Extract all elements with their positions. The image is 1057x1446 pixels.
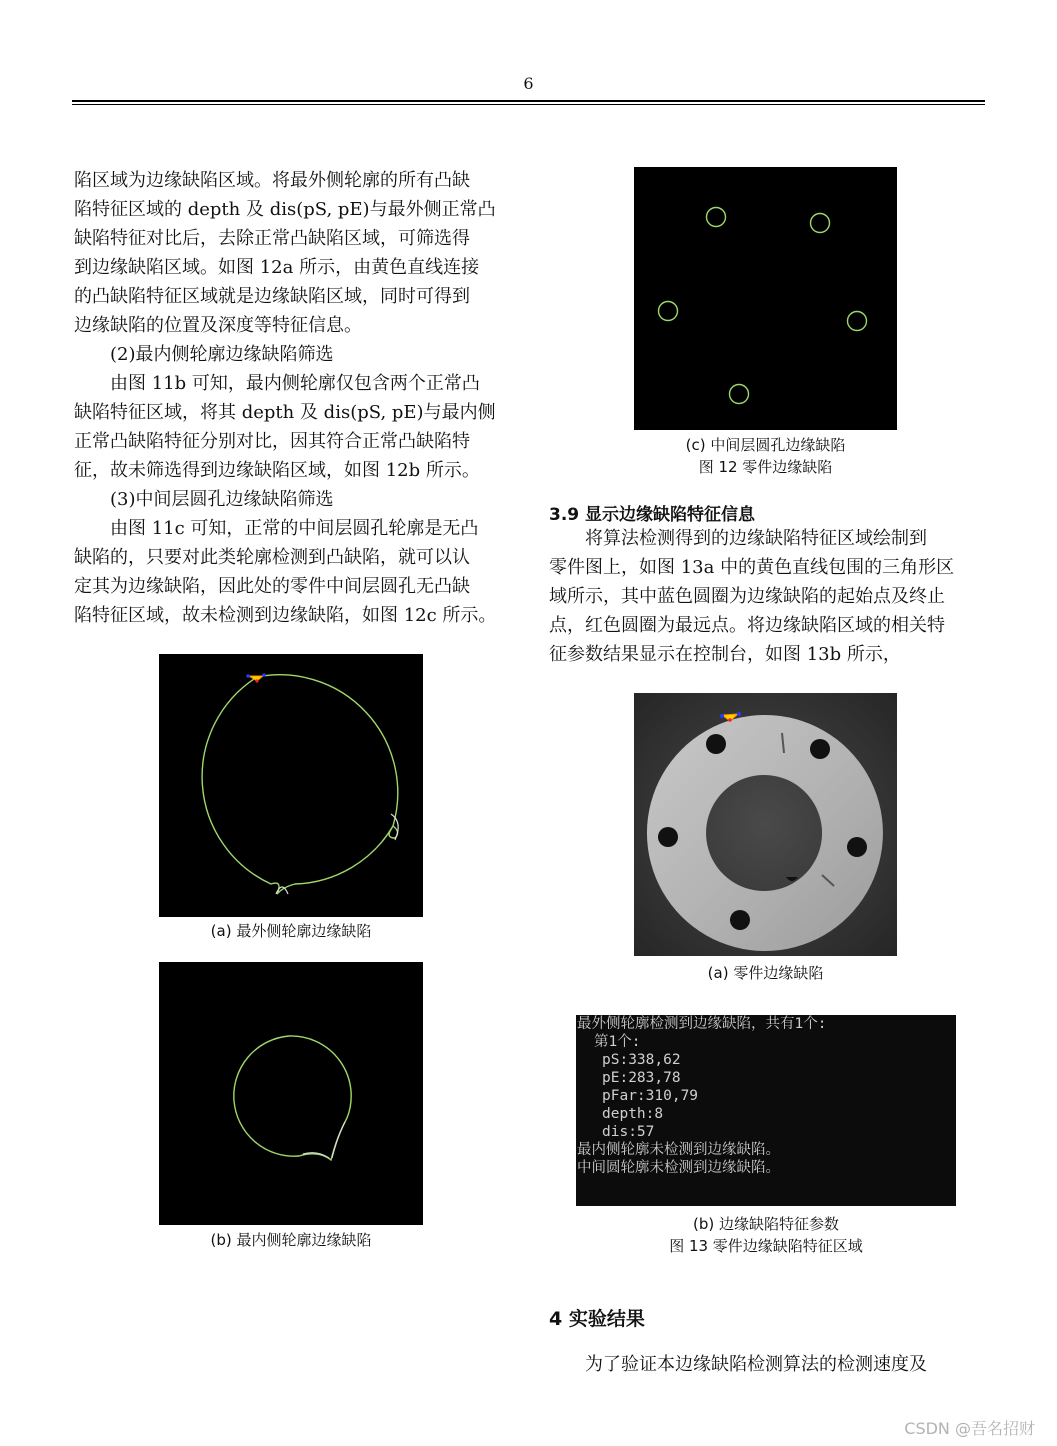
part-hole [658, 827, 678, 847]
paragraph-line: 域所示，其中蓝色圆圈为边缘缺陷的起始点及终止 [549, 586, 945, 607]
figure-13-title: 图 13 零件边缘缺陷特征区域 [669, 1237, 863, 1255]
console-line: dis:57 [602, 1124, 655, 1140]
paragraph-line: 缺陷特征对比后，去除正常凸缺陷区域，可筛选得 [74, 228, 470, 249]
figure-12c-image [634, 167, 897, 430]
paragraph-line: 将算法检测得到的边缘缺陷特征区域绘制到 [585, 528, 927, 549]
left-column-text [74, 166, 510, 630]
console-line: 最内侧轮廓未检测到边缘缺陷。 [577, 1142, 780, 1158]
hole-contour [707, 208, 726, 227]
figure-12a-image [159, 654, 423, 917]
hole-contour [659, 302, 678, 321]
hole-contour [848, 312, 867, 331]
paragraph-line: 的凸缺陷特征区域就是边缘缺陷区域，同时可得到 [74, 286, 470, 307]
inner-contour-lobe [303, 1153, 329, 1158]
paragraph-line: 征参数结果显示在控制台，如图 13b 所示， [549, 644, 901, 665]
part-hole [847, 837, 867, 857]
paragraph-line: 陷特征区域的 depth 及 dis(pS, pE)与最外侧正常凸 [74, 199, 496, 220]
far-point [728, 718, 732, 722]
start-point [720, 714, 724, 718]
subheading-line: (3)中间层圆孔边缘缺陷筛选 [110, 489, 334, 510]
paragraph-line: 到边缘缺陷区域。如图 12a 所示，由黄色直线连接 [74, 257, 480, 278]
inner-contour [234, 1036, 351, 1160]
figure-12c-caption: (c) 中间层圆孔边缘缺陷 [685, 436, 846, 454]
subheading-line: (2)最内侧轮廓边缘缺陷筛选 [110, 344, 334, 365]
paragraph-line: 缺陷的，只要对此类轮廓检测到凸缺陷，就可以认 [74, 547, 470, 568]
console-line: 第1个: [594, 1034, 641, 1050]
console-output [576, 1015, 956, 1206]
section-4-heading: 4 实验结果 [549, 1308, 645, 1330]
hole-contour [811, 214, 830, 233]
end-point [737, 712, 741, 716]
header-rule-thin [72, 104, 985, 105]
outer-contour [202, 675, 398, 894]
figure-13b-caption: (b) 边缘缺陷特征参数 [693, 1215, 839, 1233]
watermark: CSDN @吾名招财 [904, 1419, 1035, 1438]
far-point [255, 679, 258, 682]
console-line: 中间圆轮廓未检测到边缘缺陷。 [577, 1160, 780, 1176]
paragraph-line: 正常凸缺陷特征分别对比，因其符合正常凸缺陷特 [74, 431, 470, 452]
console-line: pFar:310,79 [602, 1088, 699, 1104]
paragraph-line: 陷区域为边缘缺陷区域。将最外侧轮廓的所有凸缺 [74, 170, 470, 191]
console-line: depth:8 [602, 1106, 664, 1122]
figure-12-title: 图 12 零件边缘缺陷 [698, 458, 833, 476]
paragraph-line: 缺陷特征区域，将其 depth 及 dis(pS, pE)与最内侧 [74, 402, 496, 423]
paragraph-line: 零件图上，如图 13a 中的黄色直线包围的三角形区 [549, 557, 955, 578]
part-hole [730, 910, 750, 930]
header-rule-thick [72, 100, 985, 102]
section-3-9-heading: 3.9 显示边缘缺陷特征信息 [549, 505, 756, 525]
paragraph-line: 点，红色圆圈为最远点。将边缘缺陷区域的相关特 [549, 615, 945, 636]
figure-13a-caption: (a) 零件边缘缺陷 [707, 964, 824, 982]
part-hole [706, 734, 726, 754]
console-line: pE:283,78 [602, 1070, 681, 1086]
paragraph-line: 征，故未筛选得到边缘缺陷区域，如图 12b 所示。 [74, 460, 480, 481]
hole-contour [730, 385, 749, 404]
paragraph-line: 边缘缺陷的位置及深度等特征信息。 [74, 315, 362, 336]
console-line: 最外侧轮廓检测到边缘缺陷，共有1个: [577, 1016, 827, 1032]
part-hole [810, 739, 830, 759]
section-4-text [549, 1350, 985, 1379]
figure-12b-image [159, 962, 423, 1225]
figure-13a-image [634, 693, 897, 956]
start-point [246, 674, 250, 678]
paragraph-line: 由图 11b 可知，最内侧轮廓仅包含两个正常凸 [110, 373, 480, 394]
end-point [262, 673, 266, 677]
paragraph-line: 定其为边缘缺陷，因此处的零件中间层圆孔无凸缺 [74, 576, 470, 597]
paragraph-line: 由图 11c 可知，正常的中间层圆孔轮廓是无凸 [110, 518, 479, 539]
console-line: pS:338,62 [602, 1052, 681, 1068]
figure-12b-caption: (b) 最内侧轮廓边缘缺陷 [210, 1231, 372, 1249]
figure-12a-caption: (a) 最外侧轮廓边缘缺陷 [210, 922, 372, 940]
section-3-9-text [549, 524, 985, 669]
paragraph-line: 为了验证本边缘缺陷检测算法的检测速度及 [585, 1354, 927, 1375]
inner-contour-lobe [332, 1122, 345, 1158]
paragraph-line: 陷特征区域，故未检测到边缘缺陷，如图 12c 所示。 [74, 605, 497, 626]
page-number: 6 [523, 74, 534, 93]
